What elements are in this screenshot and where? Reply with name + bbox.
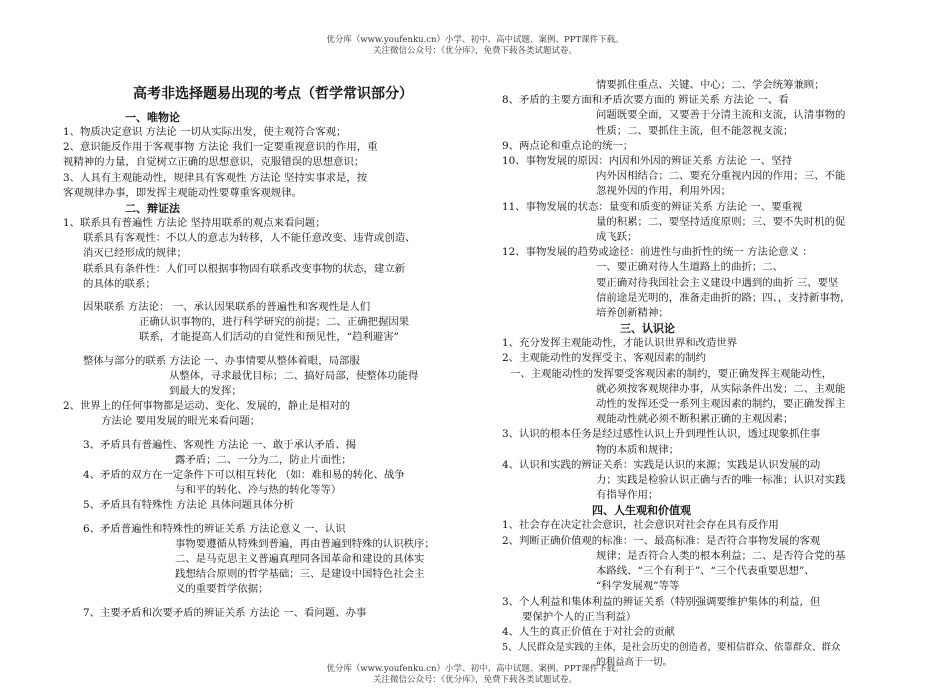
section-heading-values: 四、人生观和价值观 [592,504,691,518]
header-line-2: 关注微信公众号：《优分库》，免费下载各类试题试卷。 [372,46,577,56]
epistemology-item-2-detail-3: 动性的发挥还受一系列主观因素的制约，要正确发挥主 [596,398,846,411]
dialectics-item-10-line-2: 内外因相结合；二、要充分重视内因的作用；三、不能 [596,170,846,183]
epistemology-item-2-detail-1: 一、主观能动性的发挥要受客观因素的制约，要正确发挥主观能动性， [510,367,833,380]
right-column [502,78,902,671]
values-item-4: 4、人生的真正价值在于对社会的贡献 [502,625,675,638]
epistemology-item-1: 1、充分发挥主观能动性，才能认识世界和改造世界 [502,337,738,350]
dialectics-item-4-line-1: 4、矛盾的双方在一定条件下可以相互转化 （如：难和易的转化、战争 [83,469,405,482]
dialectics-item-1-line-1: 1、联系具有普遍性 方法论 坚持用联系的观点来看问题； [63,217,326,230]
left-column [63,78,483,621]
dialectics-item-6-line-5: 义的重要哲学依据； [175,583,269,596]
dialectics-item-1-line-2: 联系具有客观性：不以人的意志为转移，人不能任意改变、违背或创造、 [83,232,416,245]
values-item-5-line-2: 的利益高于一切。 [596,657,673,669]
section-heading-materialism: 一、唯物论 [125,111,180,124]
dialectics-item-7: 7、主要矛盾和次要矛盾的辨证关系 方法论 一、看问题、办事 [83,606,367,619]
values-item-3-line-1: 3、个人利益和集体利益的辨证关系（特别强调要维护集体的利益，但 [502,595,821,608]
dialectics-item-2-line-1: 2、世界上的任何事物都是运动、变化、发展的，静止是相对的 [63,400,351,413]
dialectics-item-12-line-4: 信前途是光明的，准备走曲折的路；四、，支持新事物， [596,291,851,304]
dialectics-item-10-line-3: 忽视外因的作用，利用外因； [596,185,732,198]
causal-link-line-1: 因果联系 方法论： 一、承认因果联系的普遍性和客观性是人们 [83,301,371,314]
dialectics-item-3-line-2: 露矛盾；二、一分为二，防止片面性； [175,453,352,466]
materialism-item-3-line-1: 3、人具有主观能动性，规律具有客观性 方法论 坚持实事求是，按 [63,171,368,184]
section-heading-epistemology: 三、认识论 [620,322,675,336]
epistemology-item-4-line-2: 力；实践是检验认识正确与否的唯一标准；认识对实践 [596,474,846,487]
page-footer [0,664,950,686]
dialectics-item-1-line-4: 联系具有条件性：人们可以根据事物固有联系改变事物的状态，建立新 [83,262,406,275]
footer-line-2: 关注微信公众号：《优分库》，免费下载各类试题试卷。 [372,675,577,685]
whole-part-line-1: 整体与部分的联系 方法论 一、办事情要从整体着眼，局部服 [83,354,360,367]
causal-link-line-2: 正确认识事物的，进行科学研究的前提；二、正确把握因果 [139,316,410,329]
dialectics-item-6-line-1: 6、矛盾普遍性和特殊性的辨证关系 方法论意义 一、认识 [83,522,346,535]
footer-line-1: 优分库（www.youfenku.cn）小学、初中、高中试题、案例、PPT课件下载。 [326,664,624,674]
materialism-item-3-line-2: 客观规律办事，即发挥主观能动性要尊重客观规律。 [63,186,302,199]
values-item-2-line-3: 本路线、“三个有利于”、“三个代表重要思想”、 [596,565,815,578]
values-item-1: 1、社会存在决定社会意识，社会意识对社会存在具有反作用 [502,519,779,532]
dialectics-item-12-line-2: 一、要正确对待人生道路上的曲折；二、 [596,261,784,274]
epistemology-item-4-line-3: 有指导作用； [596,489,659,502]
dialectics-item-1-line-5: 的具体的联系； [83,277,156,290]
header-line-1: 优分库（www.youfenku.cn）小学、初中、高中试题、案例、PPT课件下载。 [326,35,624,45]
dialectics-item-10-line-1: 10、事物发展的原因：内因和外因的辨证关系 方法论 一、坚持 [502,155,792,168]
dialectics-item-6-line-2: 事物要遵循从特殊到普遍，再由普遍到特殊的认识秩序； [175,537,435,550]
dialectics-item-11-line-1: 11、事物发展的状态：量变和质变的辨证关系 方法论 一、要重视 [502,200,803,213]
page-header [0,35,950,57]
dialectics-item-1-line-3: 消灭已经形成的规律； [83,247,187,260]
epistemology-item-2-detail-4: 观能动性就必须不断积累正确的主观因素； [596,413,794,426]
dialectics-item-11-line-2: 量的积累；二、要坚持适度原则；三、要不失时机的促 [596,215,846,228]
whole-part-line-2: 从整体，寻求最优目标；二、搞好局部，使整体功能得 [169,369,419,382]
document-title: 高考非选择题易出现的考点（哲学常识部分） [133,86,413,102]
epistemology-item-2-detail-2: 就必须按客观规律办事，从实际条件出发；二、主观能 [596,382,846,395]
dialectics-item-8-line-2: 问题既要全面，又要善于分清主流和支流，认清事物的 [596,109,846,122]
dialectics-item-12-line-3: 要正确对待我国社会主义建设中遇到的曲折 三、要坚 [596,276,839,289]
dialectics-item-6-line-4: 践想结合原则的哲学基础；三、是建设中国特色社会主 [175,568,425,581]
dialectics-item-2-line-2: 方法论 要用发展的眼光来看问题； [101,415,261,428]
dialectics-item-5: 5、矛盾具有特殊性 方法论 具体问题具体分析 [83,499,294,512]
epistemology-item-3-line-2: 物的本质和规律； [596,443,680,456]
dialectics-item-12-line-1: 12、事物发展的趋势或途径：前进性与曲折性的统一 方法论意义 ： [502,246,813,259]
values-item-2-line-1: 2、判断正确价值观的标准：一、最高标准：是否符合事物发展的客观 [502,534,821,547]
dialectics-item-6-line-3: 二、是马克思主义普遍真理同各国革命和建设的具体实 [175,553,425,566]
dialectics-item-4-line-2: 与和平的转化、冷与热的转化等等） [175,484,342,497]
section-heading-dialectics: 二、辩证法 [125,202,180,216]
dialectics-item-7-continued: 情要抓住重点、关键、中心；二、学会统筹兼顾； [596,79,825,91]
epistemology-item-3-line-1: 3、认识的根本任务是经过感性认识上升到理性认识，透过现象抓住事 [502,428,821,441]
values-item-2-line-2: 规律；是否符合人类的根本利益；二、是否符合党的基 [596,549,846,562]
dialectics-item-11-line-3: 成飞跃； [596,231,638,244]
values-item-5-line-1: 5、人民群众是实践的主体，是社会历史的创造者，要相信群众、依靠群众、群众 [502,642,841,654]
causal-link-line-3: 联系，才能提高人们活动的自觉性和预见性，“趋利避害” [139,331,399,344]
whole-part-line-3: 到最大的发挥； [169,385,242,398]
materialism-item-2-line-1: 2、意识能反作用于客观事物 方法论 我们一定要重视意识的作用，重 [63,141,378,154]
dialectics-item-12-line-5: 培养创新精神； [596,307,669,320]
values-item-3-line-2: 要保护个人的正当利益） [522,610,637,623]
dialectics-item-3-line-1: 3、矛盾具有普遍性、客观性 方法论 一、敢于承认矛盾、揭 [83,438,356,451]
materialism-item-1: 1、物质决定意识 方法论 一切从实际出发，使主观符合客观； [63,126,347,138]
epistemology-item-4-line-1: 4、认识和实践的辨证关系：实践是认识的来源；实践是认识发展的动 [502,458,821,471]
values-item-2-line-4: “科学发展观”等等 [596,580,680,593]
materialism-item-2-line-2: 视精神的力量，自觉树立正确的思想意识，克服错误的思想意识； [63,156,365,169]
dialectics-item-9: 9、两点论和重点论的统一； [502,139,634,152]
epistemology-item-2: 2、主观能动性的发挥受主、客观因素的制约 [502,352,707,365]
dialectics-item-8-line-3: 性质；二、要抓住主流，但不能忽视支流； [596,124,794,137]
dialectics-item-8-line-1: 8、矛盾的主要方面和矛盾次要方面的 辨证关系 方法论 一、看 [502,94,789,107]
